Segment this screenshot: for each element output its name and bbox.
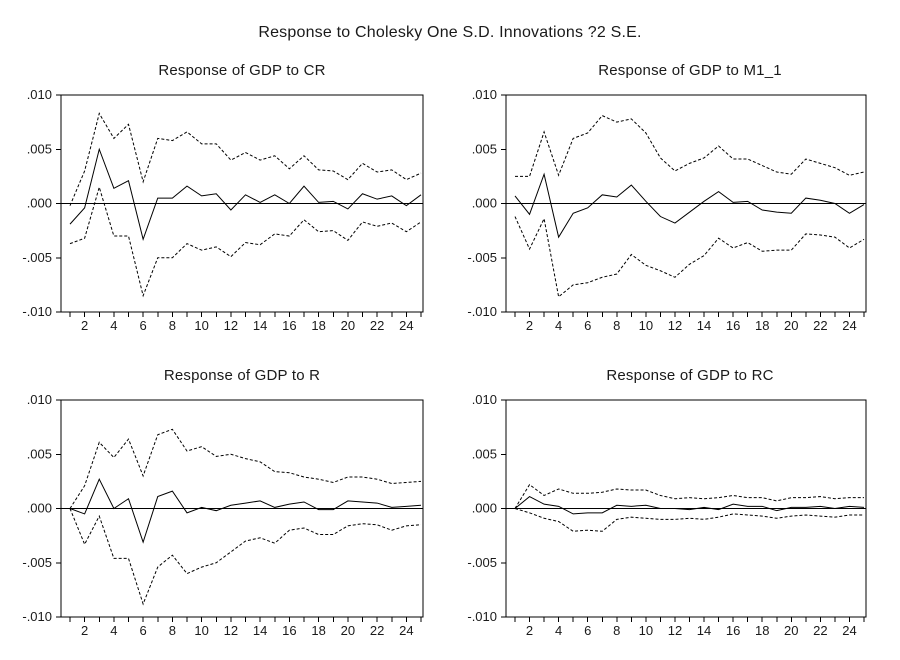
chart-gdp-to-cr	[0, 55, 450, 355]
x-tick-label: 24	[399, 318, 414, 333]
y-tick-label: .005	[26, 141, 52, 157]
x-tick-label: 6	[584, 623, 592, 638]
series-lower-2se	[515, 509, 864, 532]
x-tick-label: 20	[784, 318, 799, 333]
x-tick-label: 2	[81, 623, 89, 638]
panel-title-gdp-to-r: Response of GDP to R	[163, 367, 321, 384]
y-tick-label: -.010	[22, 304, 52, 319]
x-tick-label: 20	[340, 318, 356, 333]
x-tick-label: 22	[369, 318, 385, 333]
panel-title-gdp-to-m1-1: Response of GDP to M1_1	[598, 62, 782, 79]
y-tick-label: -.005	[22, 554, 52, 570]
panel-gdp-to-cr	[0, 55, 450, 355]
x-tick-label: 6	[139, 318, 147, 333]
y-tick-label: -.010	[467, 304, 497, 319]
chart-gdp-to-rc	[450, 360, 900, 660]
y-tick-label: .000	[26, 195, 52, 211]
x-tick-label: 20	[340, 623, 356, 638]
x-tick-label: 16	[725, 318, 741, 333]
x-tick-label: 16	[725, 623, 741, 638]
series-upper-2se	[515, 116, 864, 177]
x-tick-label: 8	[613, 318, 621, 333]
x-tick-label: 2	[525, 623, 534, 638]
y-tick-label: .010	[26, 392, 52, 407]
x-tick-label: 18	[754, 623, 770, 638]
x-tick-label: 6	[584, 318, 592, 333]
y-tick-label: -.010	[467, 609, 497, 624]
y-tick-label: .000	[471, 500, 497, 516]
panel-title-gdp-to-rc: Response of GDP to RC	[606, 367, 774, 384]
x-tick-label: 2	[525, 318, 534, 333]
y-tick-label: .010	[26, 87, 52, 102]
x-tick-label: 14	[696, 318, 712, 333]
x-tick-label: 14	[252, 318, 268, 333]
series-response	[515, 497, 864, 514]
y-tick-label: -.005	[467, 554, 497, 570]
plot-area-gdp-to-cr	[22, 87, 423, 333]
x-tick-label: 12	[667, 623, 683, 638]
x-tick-label: 8	[613, 623, 621, 638]
x-tick-label: 16	[282, 318, 297, 333]
x-tick-label: 4	[110, 318, 118, 333]
series-upper-2se	[70, 113, 421, 205]
x-tick-label: 10	[638, 318, 654, 333]
y-tick-label: .010	[471, 87, 497, 102]
chart-gdp-to-r	[0, 360, 450, 660]
x-tick-label: 4	[555, 318, 563, 333]
x-tick-label: 8	[168, 623, 176, 638]
y-tick-label: .010	[471, 392, 497, 407]
x-tick-label: 10	[638, 623, 654, 638]
panel-gdp-to-m1-1	[450, 55, 900, 355]
figure-title: Response to Cholesky One S.D. Innovations ?2 S.E.	[258, 24, 642, 41]
x-tick-label: 12	[223, 623, 239, 638]
x-tick-label: 14	[696, 623, 712, 638]
x-tick-label: 8	[168, 318, 176, 333]
series-upper-2se	[70, 429, 421, 508]
plot-area-gdp-to-rc	[467, 392, 866, 638]
x-tick-label: 22	[369, 623, 385, 638]
x-tick-label: 18	[311, 318, 326, 333]
panel-title-gdp-to-cr: Response of GDP to CR	[158, 62, 326, 79]
x-tick-label: 18	[754, 318, 770, 333]
y-tick-label: .005	[26, 446, 52, 462]
x-tick-label: 4	[555, 623, 563, 638]
x-tick-label: 20	[784, 623, 799, 638]
y-tick-label: -.010	[22, 609, 52, 624]
x-tick-label: 22	[813, 623, 828, 638]
y-tick-label: .005	[471, 446, 497, 462]
x-tick-label: 4	[110, 623, 118, 638]
y-tick-label: -.005	[22, 249, 52, 265]
chart-gdp-to-m1-1	[450, 55, 900, 355]
series-upper-2se	[515, 485, 864, 509]
x-tick-label: 12	[667, 318, 683, 333]
series-response	[515, 174, 864, 237]
x-tick-label: 24	[842, 623, 857, 638]
series-response	[70, 149, 421, 239]
plot-area-gdp-to-r	[22, 392, 423, 638]
x-tick-label: 10	[194, 318, 209, 333]
x-tick-label: 6	[139, 623, 147, 638]
x-tick-label: 12	[223, 318, 239, 333]
x-tick-label: 22	[813, 318, 828, 333]
series-lower-2se	[515, 217, 864, 297]
x-tick-label: 10	[194, 623, 209, 638]
y-tick-label: .000	[471, 195, 497, 211]
plot-area-gdp-to-m1-1	[467, 87, 866, 333]
x-tick-label: 18	[311, 623, 326, 638]
panel-gdp-to-r	[0, 360, 450, 660]
y-tick-label: .000	[26, 500, 52, 516]
series-response	[70, 479, 421, 542]
y-tick-label: .005	[471, 141, 497, 157]
x-tick-label: 24	[842, 318, 857, 333]
x-tick-label: 24	[399, 623, 414, 638]
x-tick-label: 2	[81, 318, 89, 333]
series-lower-2se	[70, 509, 421, 604]
x-tick-label: 16	[282, 623, 297, 638]
y-tick-label: -.005	[467, 249, 497, 265]
panel-gdp-to-rc	[450, 360, 900, 660]
x-tick-label: 14	[252, 623, 268, 638]
